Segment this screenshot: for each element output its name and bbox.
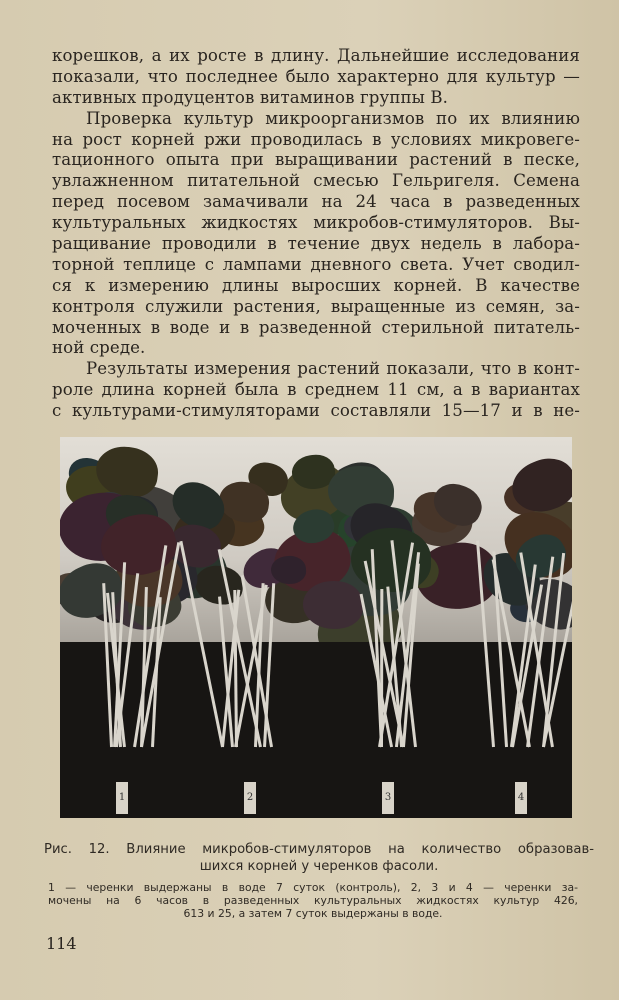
photo-label: 2 [244, 782, 256, 814]
photo-label: 1 [116, 782, 128, 814]
text-line: перед посевом замачивали на 24 часа в разведенных [52, 192, 580, 212]
text-line: увлажненном питательной смесью Гельригеля. Семена [52, 171, 580, 191]
text-line: на рост корней ржи проводилась в условиях микровеге- [52, 129, 580, 149]
text-line: ращивание проводили в течение двух недель в лабора- [52, 234, 580, 254]
body-text [52, 46, 580, 422]
text-line: тационного опыта при выращивании растений в песке, [52, 150, 580, 170]
photo-label: 4 [515, 782, 527, 814]
photo-label: 3 [382, 782, 394, 814]
text-line: Результаты измерения растений показали, что в конт- [86, 359, 580, 379]
figure-photo-bean-cuttings [60, 437, 572, 818]
text-line: Проверка культур микроорганизмов по их влиянию [86, 108, 580, 128]
note-line: 1 — черенки выдержаны в воде 7 суток (контроль), 2, 3 и 4 — черенки за- [48, 881, 578, 894]
note-line: 613 и 25, а затем 7 суток выдержаны в воде. [183, 907, 443, 920]
page-number: 114 [46, 934, 77, 953]
text-line: активных продуцентов витаминов группы В. [52, 87, 448, 107]
text-line: культуральных жидкостях микробов-стимуляторов. Вы- [52, 213, 580, 233]
caption-line: шихся корней у черенков фасоли. [199, 859, 439, 874]
figure-note [48, 881, 578, 920]
text-line: корешков, а их росте в длину. Дальнейшие исследования [52, 46, 580, 65]
text-line: показали, что последнее было характерно для культур — [52, 66, 580, 86]
note-line: мочены на 6 часов в разведенных культуральных жидкостях культур 426, [48, 894, 578, 907]
caption-line: Рис. 12. Влияние микробов-стимуляторов на количество образовав- [44, 842, 594, 857]
text-line: торной теплице с лампами дневного света. Учет сводил- [52, 254, 580, 274]
text-line: контроля служили растения, выращенные из семян, за- [52, 296, 580, 316]
figure-caption [44, 841, 594, 875]
text-line: с культурами-стимуляторами составляли 15—17 и в не- [52, 401, 580, 421]
text-line: ной среде. [52, 338, 146, 358]
text-line: роле длина корней была в среднем 11 см, а в вариантах [52, 380, 580, 400]
text-line: моченных в воде и в разведенной стерильной питатель- [52, 317, 580, 337]
text-line: ся к измерению длины выросших корней. В качестве [52, 275, 580, 295]
